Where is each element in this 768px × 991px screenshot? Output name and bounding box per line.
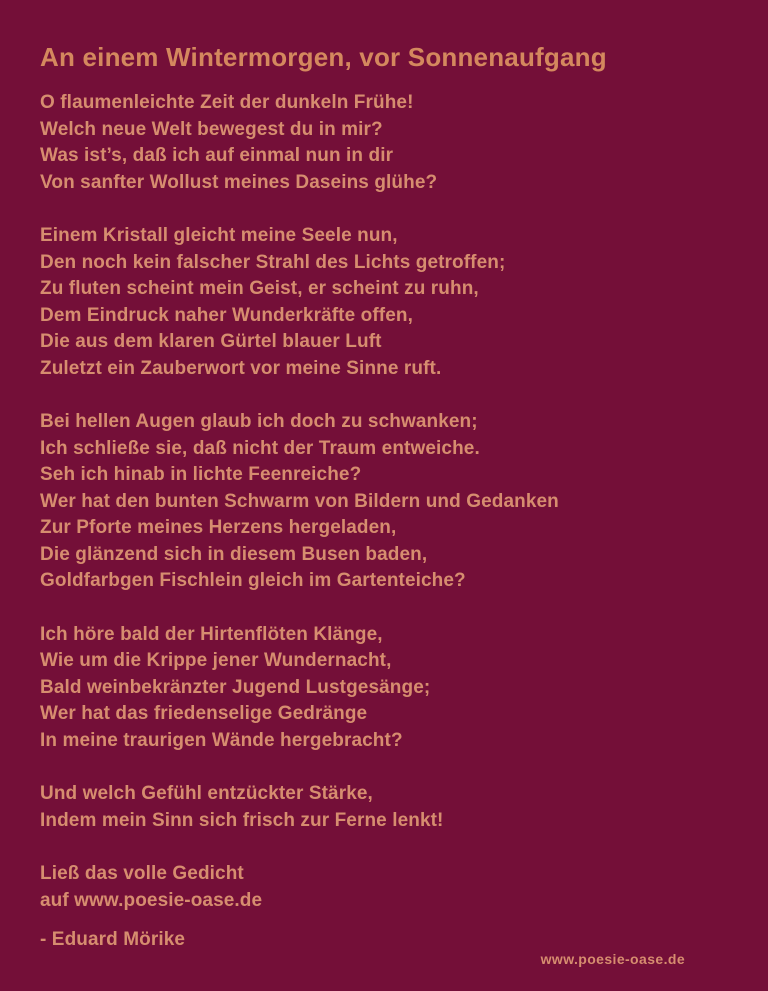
poem-line: Indem mein Sinn sich frisch zur Ferne lenkt! xyxy=(40,809,444,831)
poem-line: Bald weinbekränzter Jugend Lustgesänge; xyxy=(40,676,431,698)
poem-line: Wer hat den bunten Schwarm von Bildern und Gedanken xyxy=(40,490,559,512)
poem-line: Goldfarbgen Fischlein gleich im Gartenteiche? xyxy=(40,570,466,591)
poem-line: Und welch Gefühl entzückter Stärke, xyxy=(40,783,373,804)
poem-body xyxy=(40,90,728,834)
read-more-line-1: Ließ das volle Gedicht xyxy=(40,863,244,884)
poem-line: Zuletzt ein Zauberwort vor meine Sinne ruft. xyxy=(40,357,442,379)
poem-attribution: - Eduard Mörike xyxy=(40,929,186,950)
poem-stanza xyxy=(40,781,728,834)
poem-stanza xyxy=(40,90,728,196)
poem-line: Den noch kein falscher Strahl des Lichts getroffen; xyxy=(40,251,506,273)
poem-line: Ich schließe sie, daß nicht der Traum entweiche. xyxy=(40,437,480,459)
poem-line: Einem Kristall gleicht meine Seele nun, xyxy=(40,225,398,246)
poem-line: Wer hat das friedenselige Gedränge xyxy=(40,703,368,724)
read-more-line-2: auf www.poesie-oase.de xyxy=(40,889,263,911)
poem-line: Zur Pforte meines Herzens hergeladen, xyxy=(40,517,397,538)
poem-line: Welch neue Welt bewegest du in mir? xyxy=(40,118,383,140)
poem-line: O flaumenleichte Zeit der dunkeln Frühe! xyxy=(40,92,414,113)
poem-line: Was ist’s, daß ich auf einmal nun in dir xyxy=(40,145,394,166)
poem-line: Die aus dem klaren Gürtel blauer Luft xyxy=(40,331,382,352)
poem-line: Dem Eindruck naher Wunderkräfte offen, xyxy=(40,304,413,326)
site-watermark: www.poesie-oase.de xyxy=(540,951,685,967)
read-more-note xyxy=(40,861,728,914)
poem-stanza xyxy=(40,622,728,755)
poem-stanza xyxy=(40,409,728,595)
poem-line: Bei hellen Augen glaub ich doch zu schwanken; xyxy=(40,411,478,432)
poem-line: Ich höre bald der Hirtenflöten Klänge, xyxy=(40,623,383,645)
poem-line: Wie um die Krippe jener Wundernacht, xyxy=(40,650,392,671)
poem-line: Seh ich hinab in lichte Feenreiche? xyxy=(40,464,362,485)
poem-title: An einem Wintermorgen, vor Sonnenaufgang xyxy=(40,42,607,72)
poem-line: Von sanfter Wollust meines Daseins glühe? xyxy=(40,171,438,193)
poem-line: In meine traurigen Wände hergebracht? xyxy=(40,729,403,751)
poem-stanza xyxy=(40,223,728,382)
poem-line: Zu fluten scheint mein Geist, er scheint zu ruhn, xyxy=(40,278,479,299)
poem-line: Die glänzend sich in diesem Busen baden, xyxy=(40,543,428,565)
